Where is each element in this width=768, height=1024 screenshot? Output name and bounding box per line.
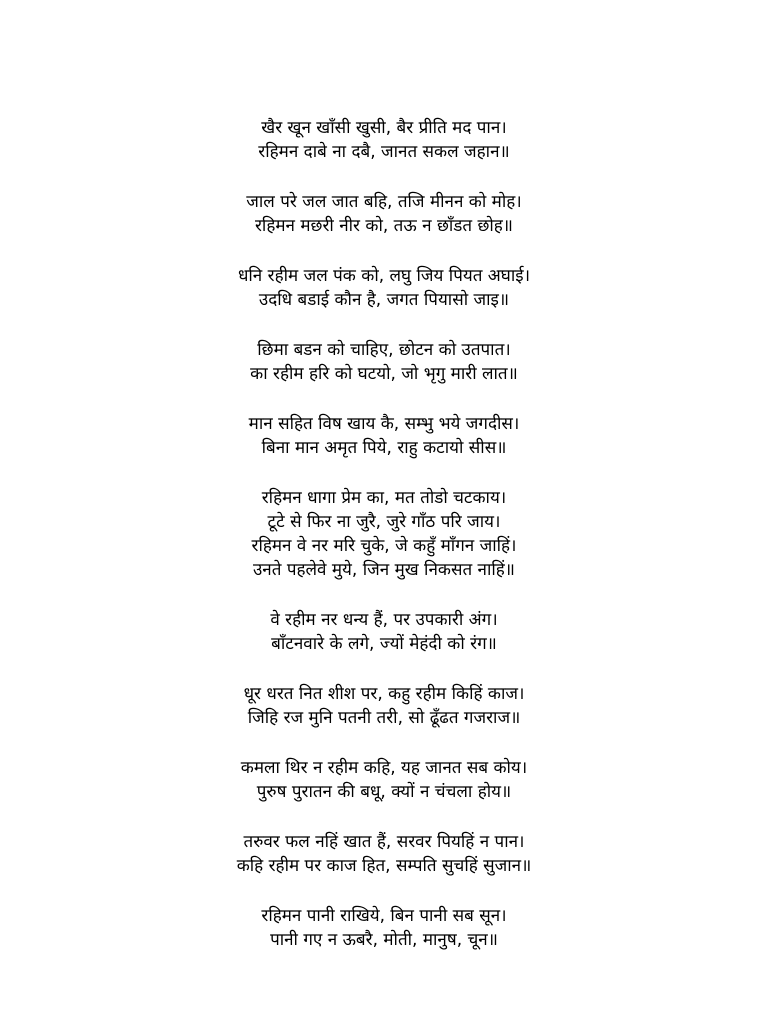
verse-line: कहि रहीम पर काज हित, सम्पति सुचहिं सुजान॥ [236,856,532,876]
verse-line: खैर खून खाँसी खुसी, बैर प्रीति मद पान। [261,118,507,138]
verse-line: बिना मान अमृत पिये, राहु कटायो सीस॥ [261,438,507,458]
verse-line: तरुवर फल नहिं खात हैं, सरवर पियहिं न पान। [243,832,525,852]
verse-line: पुरुष पुरातन की बधू, क्यों न चंचला होय॥ [256,782,512,802]
verse-line: टूटे से फिर ना जुरै, जुरे गाँठ परि जाय। [267,512,501,532]
stanza [0,682,768,730]
verse-line: का रहीम हरि को घटयो, जो भृगु मारी लात॥ [250,364,518,384]
verse-line: बाँटनवारे के लगे, ज्यों मेहंदी को रंग॥ [271,634,497,654]
stanza [0,756,768,804]
verse-line: धनि रहीम जल पंक को, लघु जिय पियत अघाई। [237,266,531,286]
stanza [0,190,768,238]
stanza [0,830,768,878]
verse-line: धूर धरत नित शीश पर, कहु रहीम किहिं काज। [243,684,525,704]
verse-line: जिहि रज मुनि पतनी तरी, सो ढूँढत गजराज॥ [247,708,521,728]
stanza [0,264,768,312]
verse-line: जाल परे जल जात बहि, तजि मीनन को मोह। [246,192,522,212]
verse-line: रहिमन धागा प्रेम का, मत तोडो चटकाय। [261,488,507,508]
verse-line: उनते पहलेवे मुये, जिन मुख निकसत नाहिं॥ [252,560,515,580]
verse-line: छिमा बडन को चाहिए, छोटन को उतपात। [257,340,511,360]
stanza [0,904,768,952]
verse-line: पानी गए न ऊबरै, मोती, मानुष, चून॥ [270,930,498,950]
stanza [0,338,768,386]
verse-line: मान सहित विष खाय कै, सम्भु भये जगदीस। [248,414,520,434]
verse-line: वे रहीम नर धन्य हैं, पर उपकारी अंग। [270,610,498,630]
stanza [0,486,768,582]
verse-line: रहिमन दाबे ना दबै, जानत सकल जहान॥ [258,142,510,162]
stanza [0,412,768,460]
verse-column [0,116,768,978]
verse-line: रहिमन वे नर मरि चुके, जे कहुँ माँगन जाहिं। [251,536,517,556]
verse-line: कमला थिर न रहीम कहि, यह जानत सब कोय। [240,758,528,778]
verse-line: रहिमन पानी राखिये, बिन पानी सब सून। [261,906,507,926]
verse-line: उदधि बडाई कौन है, जगत पियासो जाइ॥ [258,290,510,310]
stanza [0,608,768,656]
verse-line: रहिमन मछरी नीर को, तऊ न छाँडत छोह॥ [254,216,513,236]
stanza [0,116,768,164]
